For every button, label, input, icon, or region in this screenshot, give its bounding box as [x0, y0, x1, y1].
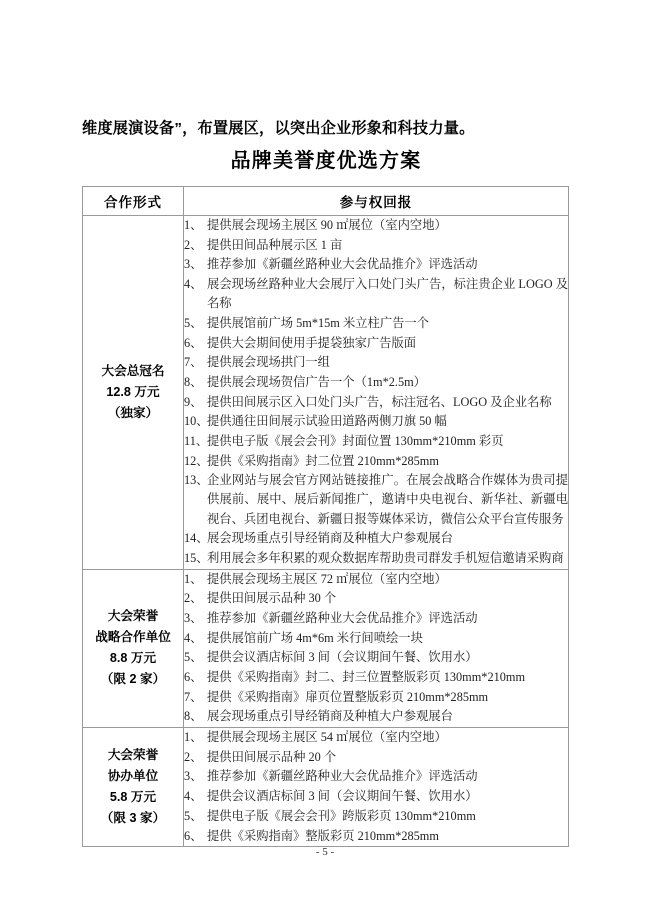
list-item-text: 提供田间展示区入口处门头广告，标注冠名、LOGO 及企业名称 [207, 394, 552, 409]
list-item [184, 373, 568, 392]
list-item-number: 7、 [184, 689, 203, 704]
list-item [184, 589, 568, 608]
list-item-text: 提供通往田间展示试验田道路两侧刀旗 50 幅 [207, 414, 447, 429]
list-item-number: 9、 [184, 394, 203, 409]
list-item-number: 5、 [184, 808, 203, 823]
list-item [184, 748, 568, 767]
list-item-text: 提供展会现场主展区 72 ㎡展位（室内空地） [207, 571, 447, 586]
list-item-number: 2、 [184, 749, 203, 764]
list-item-number: 2、 [184, 237, 203, 252]
list-item-number: 6、 [184, 670, 203, 685]
page-number: - 5 - [315, 846, 335, 858]
cooperation-form-line: （独家） [107, 405, 159, 420]
list-item [184, 767, 568, 786]
participation-return-cell [184, 569, 569, 728]
list-item-number: 8、 [184, 374, 203, 389]
list-item-number: 10、 [184, 414, 209, 429]
list-item [184, 648, 568, 667]
benefit-list [184, 728, 568, 846]
list-item [184, 787, 568, 806]
list-item-text: 提供田间品种展示区 1 亩 [207, 237, 343, 252]
table-row [83, 569, 569, 728]
list-item-text: 提供《采购指南》封二位置 210mm*285mm [207, 453, 439, 468]
list-item-text: 提供田间展示品种 20 个 [207, 749, 337, 764]
list-item [184, 334, 568, 353]
list-item-text: 提供会议酒店标间 3 间（会议期间午餐、饮用水） [207, 650, 478, 665]
list-item-number: 6、 [184, 828, 203, 843]
list-item [184, 452, 568, 471]
list-item [184, 353, 568, 372]
list-item [184, 688, 568, 707]
list-item-text: 推荐参加《新疆丝路种业大会优品推介》评选活动 [207, 610, 478, 625]
cooperation-form-line: 战略合作单位 [95, 630, 171, 645]
list-item-number: 3、 [184, 610, 203, 625]
list-item-number: 5、 [184, 650, 203, 665]
list-item-number: 13、 [184, 473, 209, 488]
list-item-text: 提供展会现场贺信广告一个（1m*2.5m） [207, 374, 426, 389]
list-item-number: 12、 [184, 453, 209, 468]
list-item-text: 展会现场重点引导经销商及种植大户参观展台 [207, 709, 453, 724]
list-item-text: 提供展馆前广场 4m*6m 米行间喷绘一块 [207, 630, 423, 645]
list-item-text: 展会现场重点引导经销商及种植大户参观展台 [207, 531, 453, 546]
list-item-number: 1、 [184, 571, 203, 586]
list-item [184, 529, 568, 548]
list-item [184, 393, 568, 412]
list-item-text: 推荐参加《新疆丝路种业大会优品推介》评选活动 [207, 257, 478, 272]
list-item-number: 15、 [184, 550, 209, 565]
list-item-text: 展会现场丝路种业大会展厅入口处门头广告，标注贵企业 LOGO 及名称 [207, 277, 568, 311]
list-item-text: 提供电子版《展会会刊》跨版彩页 130mm*210mm [207, 808, 476, 823]
cooperation-form-line: 12.8 万元 [106, 384, 160, 399]
column-header-participation-return: 参与权回报 [184, 187, 569, 216]
cooperation-form-line: （限 2 家） [100, 672, 166, 687]
list-item [184, 728, 568, 747]
list-item [184, 549, 568, 568]
list-item-number: 7、 [184, 355, 203, 370]
participation-return-cell [184, 728, 569, 847]
benefit-list [184, 216, 568, 568]
list-item [184, 432, 568, 451]
cooperation-form-line: 大会荣誉 [107, 748, 159, 763]
cooperation-form-cell [83, 569, 184, 728]
list-item-number: 4、 [184, 789, 203, 804]
list-item-text: 提供《采购指南》封二、封三位置整版彩页 130mm*210mm [207, 670, 526, 685]
table-row [83, 728, 569, 847]
list-item [184, 471, 568, 528]
list-item [184, 827, 568, 846]
list-item-text: 提供电子版《展会会刊》封面位置 130mm*210mm 彩页 [207, 433, 504, 448]
list-item-number: 1、 [184, 218, 203, 232]
cooperation-form-line: 5.8 万元 [109, 790, 157, 805]
list-item [184, 668, 568, 687]
list-item-number: 4、 [184, 277, 203, 292]
list-item [184, 255, 568, 274]
list-item-text: 推荐参加《新疆丝路种业大会优品推介》评选活动 [207, 769, 478, 784]
list-item-text: 提供会议酒店标间 3 间（会议期间午餐、饮用水） [207, 789, 478, 804]
list-item [184, 236, 568, 255]
column-header-cooperation-form: 合作形式 [83, 187, 184, 216]
cooperation-form-line: 协办单位 [107, 769, 159, 784]
cooperation-form-line: 大会荣誉 [107, 609, 159, 624]
cooperation-form-cell [83, 728, 184, 847]
list-item [184, 216, 568, 235]
sponsorship-table [82, 186, 569, 847]
list-item-text: 提供展会现场主展区 90 ㎡展位（室内空地） [207, 218, 447, 232]
list-item [184, 412, 568, 431]
table-header [83, 187, 569, 216]
list-item [184, 707, 568, 726]
list-item [184, 275, 568, 313]
list-item-text: 提供展会现场主展区 54 ㎡展位（室内空地） [207, 730, 447, 745]
list-item-number: 4、 [184, 630, 203, 645]
list-item-text: 提供展会现场拱门一组 [207, 355, 330, 370]
table-body [83, 216, 569, 847]
list-item-text: 提供田间展示品种 30 个 [207, 591, 337, 606]
list-item-number: 11、 [184, 433, 209, 448]
table-row [83, 216, 569, 570]
cooperation-form-cell [83, 216, 184, 570]
list-item-number: 6、 [184, 335, 203, 350]
list-item-number: 1、 [184, 730, 203, 745]
cooperation-form-line: 大会总冠名 [101, 363, 165, 378]
intro-paragraph: 维度展演设备”，布置展区，以突出企业形象和科技力量。 [82, 120, 475, 137]
participation-return-cell [184, 216, 569, 570]
list-item-number: 5、 [184, 315, 203, 330]
list-item [184, 570, 568, 589]
list-item-number: 3、 [184, 257, 203, 272]
cooperation-form-line: 8.8 万元 [109, 651, 157, 666]
list-item-text: 提供展馆前广场 5m*15m 米立柱广告一个 [207, 315, 430, 330]
list-item-number: 8、 [184, 709, 203, 724]
page-title: 品牌美誉度优选方案 [230, 150, 422, 172]
list-item-number: 3、 [184, 769, 203, 784]
list-item [184, 807, 568, 826]
cooperation-form-line: （限 3 家） [100, 811, 166, 826]
list-item-text: 提供《采购指南》扉页位置整版彩页 210mm*285mm [207, 689, 489, 704]
list-item-text: 利用展会多年积累的观众数据库帮助贵司群发手机短信邀请采购商 [207, 550, 564, 565]
list-item [184, 609, 568, 628]
list-item-text: 企业网站与展会官方网站链接推广。在展会战略合作媒体为贵司提供展前、展中、展后新闻推广，邀请中央电视台、新华社、新疆电视台、兵团电视台、新疆日报等媒体采访，微信公众平台宣传服务 [207, 473, 568, 526]
table-header-row [83, 187, 569, 216]
list-item-number: 2、 [184, 591, 203, 606]
benefit-list [184, 570, 568, 727]
list-item-text: 提供《采购指南》整版彩页 210mm*285mm [207, 828, 439, 843]
list-item-text: 提供大会期间使用手提袋独家广告版面 [207, 335, 417, 350]
list-item [184, 314, 568, 333]
list-item [184, 629, 568, 648]
list-item-number: 14、 [184, 531, 209, 546]
